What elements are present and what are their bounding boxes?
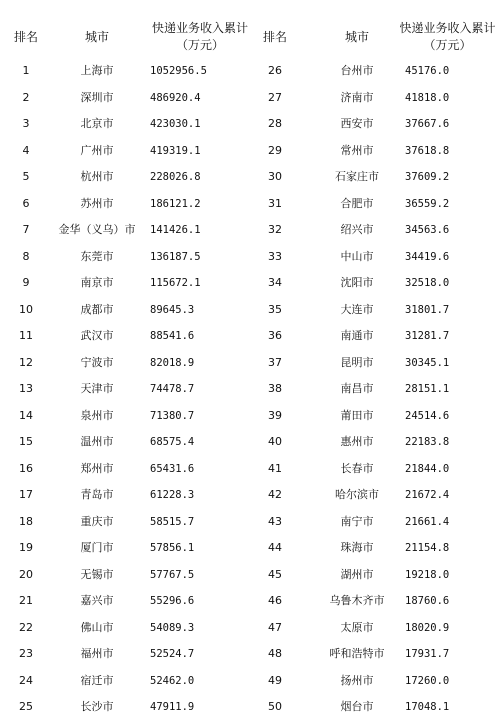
rank-cell: 45 bbox=[268, 567, 282, 581]
rank-cell: 44 bbox=[268, 541, 282, 554]
city-cell: 惠州市 bbox=[340, 435, 374, 448]
rank-cell: 7 bbox=[22, 223, 30, 236]
city-cell: 南通市 bbox=[340, 329, 374, 342]
header-revenue-right-line1: 快递业务收入累计 bbox=[399, 21, 496, 35]
rank-cell: 32 bbox=[268, 223, 282, 236]
rank-cell: 25 bbox=[19, 700, 33, 713]
table-row bbox=[0, 456, 500, 483]
table-row bbox=[0, 297, 500, 324]
revenue-cell: 32518.0 bbox=[405, 277, 450, 289]
header-rank-right: 排名 bbox=[262, 30, 287, 44]
city-cell: 东莞市 bbox=[80, 249, 114, 263]
revenue-cell: 31281.7 bbox=[405, 330, 450, 342]
table-row bbox=[0, 217, 500, 244]
rank-cell: 17 bbox=[19, 488, 33, 501]
rank-cell: 33 bbox=[268, 249, 282, 263]
revenue-cell: 37618.8 bbox=[405, 144, 450, 157]
table-row bbox=[0, 588, 500, 615]
table-row bbox=[0, 323, 500, 350]
revenue-cell: 71380.7 bbox=[150, 409, 195, 422]
table-row bbox=[0, 350, 500, 377]
table-row bbox=[0, 615, 500, 642]
revenue-cell: 37667.6 bbox=[405, 118, 450, 130]
city-cell: 昆明市 bbox=[340, 355, 374, 369]
revenue-cell: 186121.2 bbox=[150, 197, 201, 210]
table-row bbox=[0, 403, 500, 430]
rank-cell: 27 bbox=[268, 90, 282, 104]
revenue-cell: 31801.7 bbox=[405, 303, 450, 316]
city-cell: 佛山市 bbox=[80, 620, 114, 634]
rank-cell: 47 bbox=[268, 620, 282, 634]
rank-cell: 13 bbox=[19, 382, 33, 395]
city-cell: 温州市 bbox=[80, 435, 114, 448]
revenue-cell: 115672.1 bbox=[150, 277, 201, 289]
city-cell: 哈尔滨市 bbox=[335, 488, 379, 501]
header-revenue-left-line1: 快递业务收入累计 bbox=[151, 21, 248, 35]
rank-cell: 22 bbox=[19, 620, 33, 634]
revenue-cell: 61228.3 bbox=[150, 489, 195, 501]
city-cell: 北京市 bbox=[80, 117, 114, 130]
revenue-cell: 34419.6 bbox=[405, 250, 450, 263]
rank-cell: 43 bbox=[268, 514, 282, 528]
header-city-left: 城市 bbox=[84, 30, 109, 44]
revenue-cell: 1052956.5 bbox=[150, 65, 207, 77]
city-cell: 天津市 bbox=[80, 382, 114, 395]
revenue-cell: 141426.1 bbox=[150, 224, 201, 236]
table-row bbox=[0, 562, 500, 589]
revenue-cell: 34563.6 bbox=[405, 224, 450, 236]
rank-cell: 1 bbox=[22, 64, 30, 77]
city-cell: 常州市 bbox=[340, 143, 374, 157]
rank-cell: 36 bbox=[268, 329, 282, 342]
city-cell: 武汉市 bbox=[80, 329, 114, 342]
rank-cell: 2 bbox=[22, 90, 30, 104]
revenue-cell: 21661.4 bbox=[405, 515, 450, 528]
revenue-cell: 21672.4 bbox=[405, 489, 450, 501]
header-revenue-left-line2: （万元） bbox=[175, 38, 224, 52]
city-cell: 莆田市 bbox=[340, 408, 374, 422]
revenue-cell: 88541.6 bbox=[150, 330, 195, 342]
city-cell: 宿迁市 bbox=[80, 673, 114, 687]
city-cell: 苏州市 bbox=[80, 196, 114, 210]
city-cell: 扬州市 bbox=[340, 673, 374, 687]
city-cell: 郑州市 bbox=[80, 461, 114, 475]
revenue-cell: 228026.8 bbox=[150, 171, 201, 183]
revenue-cell: 57856.1 bbox=[150, 542, 195, 554]
city-cell: 上海市 bbox=[80, 64, 114, 77]
header-revenue-right-line2: （万元） bbox=[423, 38, 472, 52]
city-cell: 西安市 bbox=[340, 117, 374, 130]
city-cell: 青岛市 bbox=[80, 488, 114, 501]
city-cell: 广州市 bbox=[80, 143, 114, 157]
city-cell: 南宁市 bbox=[340, 514, 374, 528]
table-row bbox=[0, 270, 500, 297]
rank-cell: 40 bbox=[268, 435, 282, 448]
city-cell: 厦门市 bbox=[80, 541, 114, 554]
revenue-cell: 423030.1 bbox=[150, 118, 201, 130]
rank-cell: 18 bbox=[19, 514, 33, 528]
revenue-cell: 17048.1 bbox=[405, 701, 450, 713]
revenue-cell: 18020.9 bbox=[405, 621, 450, 634]
rank-cell: 38 bbox=[268, 382, 282, 395]
table-row bbox=[0, 429, 500, 456]
revenue-cell: 54089.3 bbox=[150, 621, 195, 634]
revenue-cell: 17931.7 bbox=[405, 648, 450, 660]
city-cell: 嘉兴市 bbox=[80, 594, 114, 607]
table-row bbox=[0, 668, 500, 695]
table-row bbox=[0, 376, 500, 403]
rank-cell: 48 bbox=[268, 647, 282, 660]
rank-cell: 29 bbox=[268, 143, 282, 157]
revenue-cell: 57767.5 bbox=[150, 568, 195, 581]
revenue-cell: 22183.8 bbox=[405, 436, 450, 448]
table-header bbox=[0, 0, 500, 58]
revenue-cell: 30345.1 bbox=[405, 356, 450, 369]
table-row bbox=[0, 164, 500, 191]
city-cell: 济南市 bbox=[340, 90, 374, 104]
rank-cell: 42 bbox=[268, 488, 282, 501]
city-cell: 长春市 bbox=[340, 461, 374, 475]
rank-cell: 50 bbox=[268, 700, 282, 713]
revenue-cell: 47911.9 bbox=[150, 701, 195, 713]
city-cell: 台州市 bbox=[340, 64, 374, 77]
rank-cell: 34 bbox=[268, 276, 282, 289]
header-city-right: 城市 bbox=[344, 30, 369, 44]
city-cell: 呼和浩特市 bbox=[329, 647, 385, 660]
revenue-cell: 136187.5 bbox=[150, 250, 201, 263]
rank-cell: 35 bbox=[268, 302, 282, 316]
revenue-cell: 52462.0 bbox=[150, 674, 195, 687]
city-cell: 沈阳市 bbox=[340, 276, 374, 289]
revenue-cell: 58515.7 bbox=[150, 515, 195, 528]
city-cell: 烟台市 bbox=[340, 700, 374, 713]
city-cell: 乌鲁木齐市 bbox=[329, 594, 385, 607]
city-cell: 南昌市 bbox=[340, 382, 374, 395]
city-cell: 珠海市 bbox=[340, 541, 374, 554]
rank-cell: 19 bbox=[19, 541, 33, 554]
revenue-cell: 18760.6 bbox=[405, 595, 450, 607]
city-cell: 湖州市 bbox=[340, 567, 374, 581]
table-row bbox=[0, 509, 500, 536]
city-cell: 大连市 bbox=[340, 302, 374, 316]
rank-cell: 8 bbox=[22, 249, 30, 263]
city-cell: 合肥市 bbox=[340, 196, 374, 210]
revenue-cell: 486920.4 bbox=[150, 91, 201, 104]
rank-cell: 41 bbox=[268, 461, 282, 475]
table-row bbox=[0, 58, 500, 85]
table-row bbox=[0, 535, 500, 562]
rank-cell: 11 bbox=[19, 329, 33, 342]
revenue-cell: 36559.2 bbox=[405, 197, 450, 210]
city-cell: 杭州市 bbox=[80, 170, 114, 183]
revenue-cell: 52524.7 bbox=[150, 648, 195, 660]
rank-cell: 49 bbox=[268, 673, 282, 687]
rank-cell: 10 bbox=[19, 302, 33, 316]
city-cell: 绍兴市 bbox=[340, 223, 374, 236]
revenue-cell: 28151.1 bbox=[405, 383, 450, 395]
city-cell: 泉州市 bbox=[80, 408, 114, 422]
revenue-cell: 21844.0 bbox=[405, 462, 450, 475]
revenue-cell: 74478.7 bbox=[150, 383, 195, 395]
city-cell: 福州市 bbox=[80, 647, 114, 660]
rank-cell: 39 bbox=[268, 408, 282, 422]
rank-cell: 46 bbox=[268, 594, 282, 607]
revenue-cell: 45176.0 bbox=[405, 65, 450, 77]
rank-cell: 20 bbox=[19, 567, 33, 581]
city-cell: 石家庄市 bbox=[335, 170, 379, 183]
table-row bbox=[0, 85, 500, 112]
rank-cell: 4 bbox=[22, 143, 30, 157]
rank-cell: 21 bbox=[19, 594, 33, 607]
rank-cell: 37 bbox=[268, 355, 282, 369]
table-row bbox=[0, 138, 500, 165]
revenue-cell: 17260.0 bbox=[405, 674, 450, 687]
city-cell: 金华（义乌）市 bbox=[58, 223, 136, 236]
rank-cell: 3 bbox=[22, 117, 30, 130]
table-row bbox=[0, 641, 500, 668]
rank-cell: 5 bbox=[22, 170, 30, 183]
table-row bbox=[0, 244, 500, 271]
header-revenue-right bbox=[395, 20, 500, 54]
revenue-cell: 419319.1 bbox=[150, 144, 201, 157]
rank-cell: 15 bbox=[19, 435, 33, 448]
rank-cell: 30 bbox=[268, 170, 282, 183]
revenue-cell: 21154.8 bbox=[405, 542, 450, 554]
city-cell: 宁波市 bbox=[80, 355, 114, 369]
rank-cell: 31 bbox=[268, 196, 282, 210]
rank-cell: 9 bbox=[22, 276, 30, 289]
revenue-cell: 65431.6 bbox=[150, 462, 195, 475]
table-row bbox=[0, 482, 500, 509]
rank-cell: 16 bbox=[19, 461, 33, 475]
city-cell: 长沙市 bbox=[80, 700, 114, 713]
city-cell: 南京市 bbox=[80, 276, 114, 289]
rank-cell: 6 bbox=[22, 196, 30, 210]
city-cell: 中山市 bbox=[340, 249, 374, 263]
rank-cell: 24 bbox=[19, 673, 33, 687]
header-rank-left: 排名 bbox=[13, 30, 38, 44]
revenue-cell: 89645.3 bbox=[150, 303, 195, 316]
revenue-cell: 37609.2 bbox=[405, 171, 450, 183]
revenue-cell: 41818.0 bbox=[405, 91, 450, 104]
revenue-cell: 55296.6 bbox=[150, 595, 195, 607]
city-cell: 成都市 bbox=[80, 302, 114, 316]
city-cell: 重庆市 bbox=[80, 514, 114, 528]
city-cell: 深圳市 bbox=[80, 90, 114, 104]
rank-cell: 28 bbox=[268, 117, 282, 130]
rank-cell: 26 bbox=[268, 64, 282, 77]
rank-cell: 23 bbox=[19, 647, 33, 660]
table-row bbox=[0, 111, 500, 138]
revenue-cell: 19218.0 bbox=[405, 568, 450, 581]
table-row bbox=[0, 191, 500, 218]
table-row bbox=[0, 694, 500, 721]
rank-cell: 12 bbox=[19, 355, 33, 369]
revenue-cell: 68575.4 bbox=[150, 436, 195, 448]
revenue-cell: 82018.9 bbox=[150, 356, 195, 369]
city-cell: 无锡市 bbox=[80, 567, 114, 581]
rank-cell: 14 bbox=[19, 408, 33, 422]
city-cell: 太原市 bbox=[340, 620, 374, 634]
header-revenue-left bbox=[140, 20, 260, 54]
revenue-cell: 24514.6 bbox=[405, 409, 450, 422]
